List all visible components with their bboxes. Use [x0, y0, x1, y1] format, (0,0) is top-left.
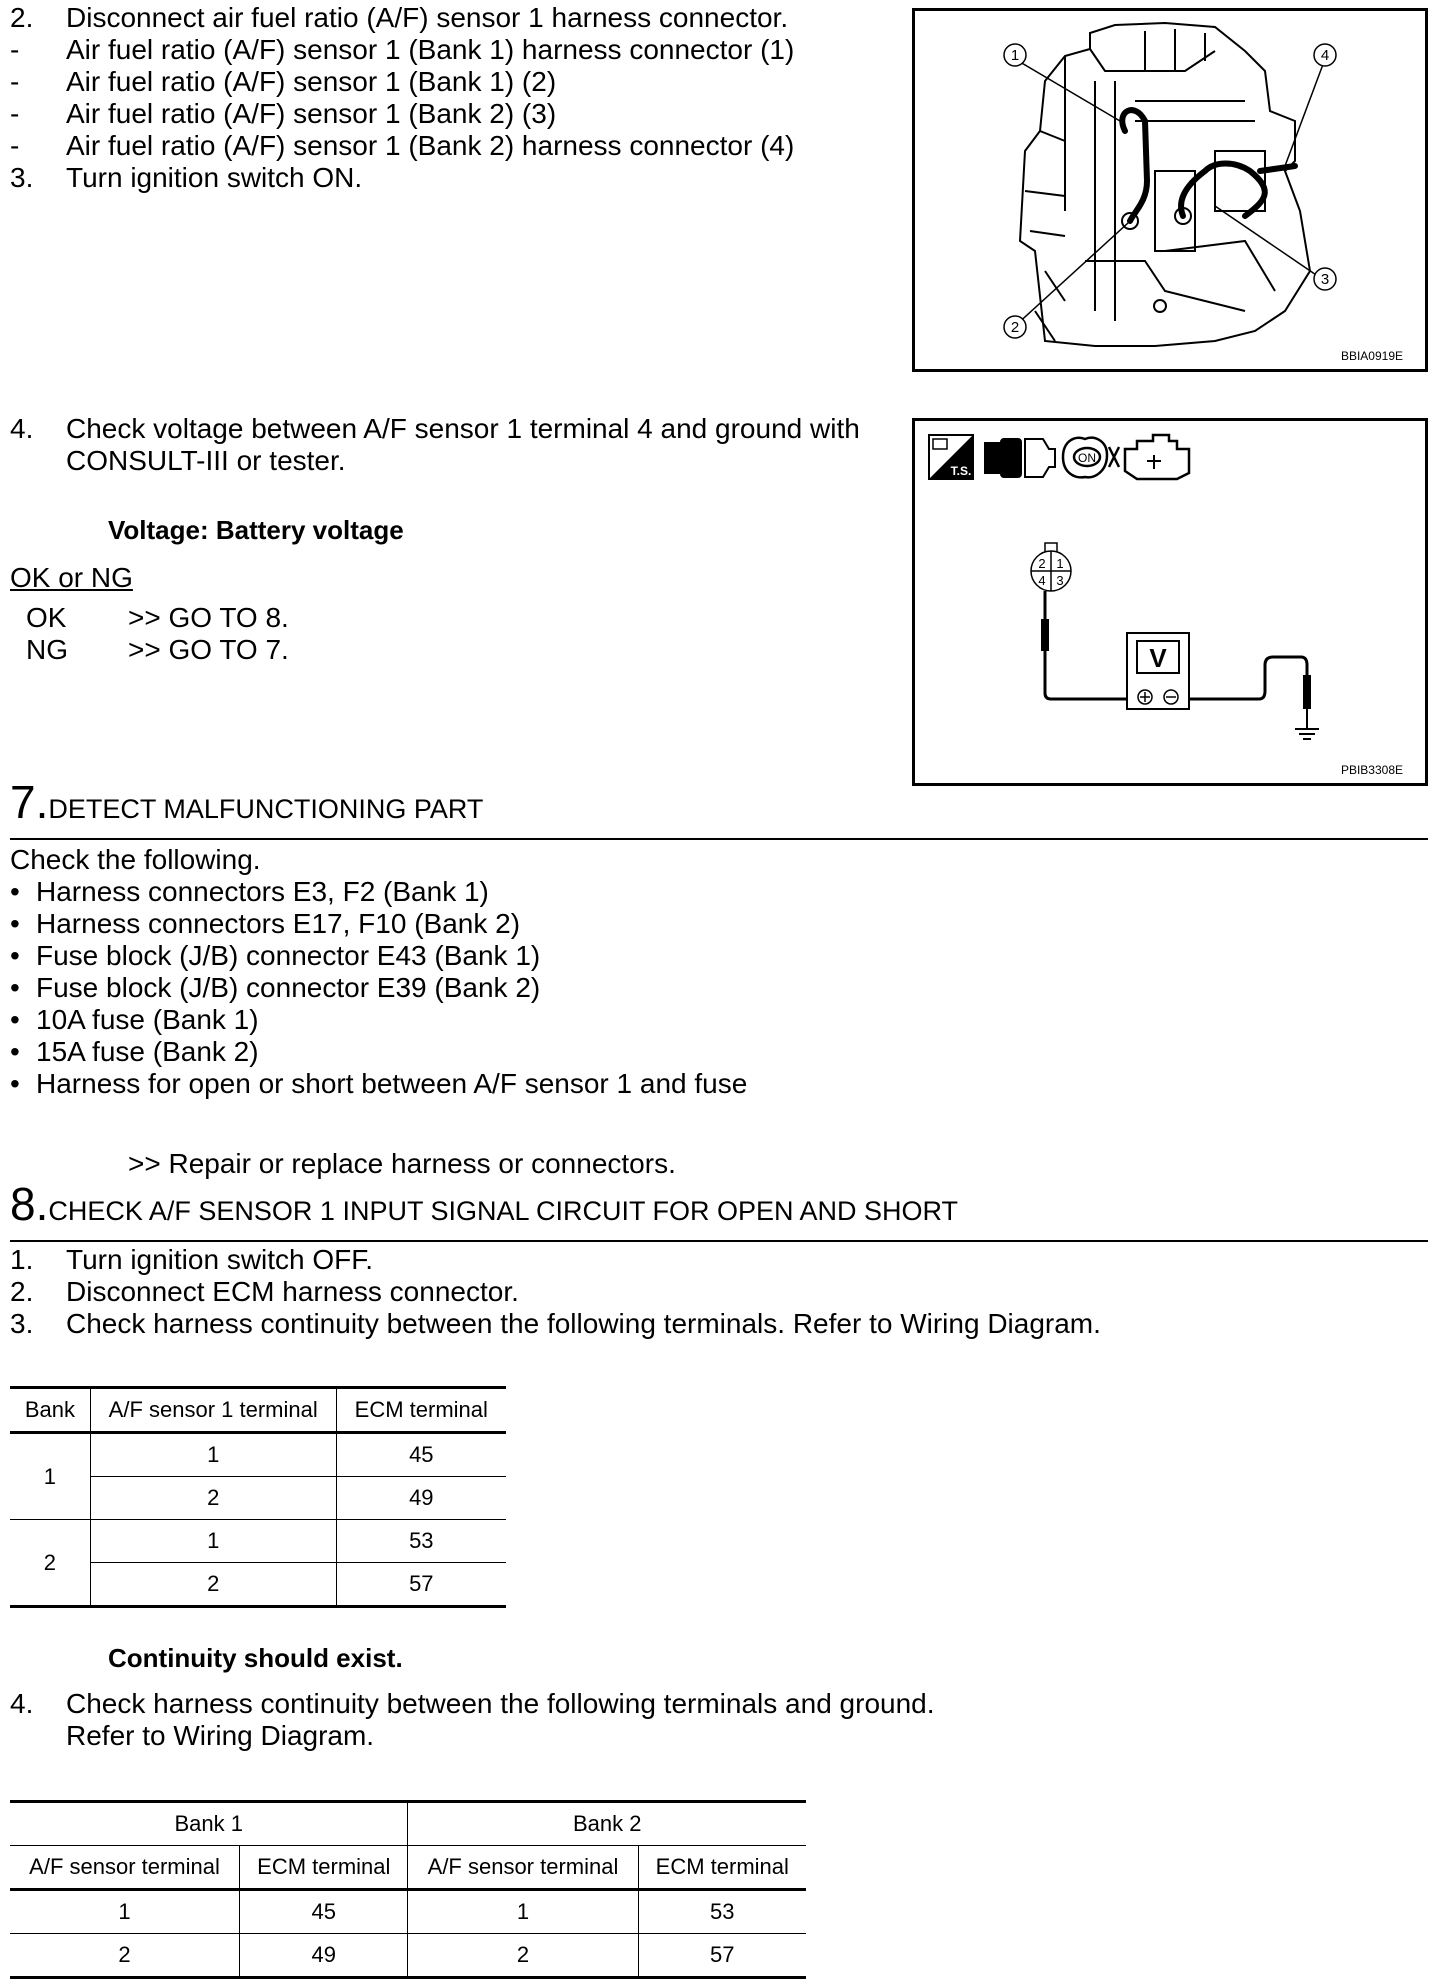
list-item: • 10A fuse (Bank 1)	[10, 1004, 259, 1035]
sensor-connector-face	[1031, 543, 1071, 591]
af-terminal-cell: 1	[90, 1520, 336, 1563]
step-7-heading: 7.DETECT MALFUNCTIONING PART	[10, 776, 484, 828]
figure-id: BBIA0919E	[1340, 349, 1403, 363]
svg-text:ON: ON	[1078, 451, 1096, 465]
step-subline: - Air fuel ratio (A/F) sensor 1 (Bank 2) (3)	[10, 98, 557, 129]
table-group-header: Bank 1	[10, 1802, 408, 1846]
probe-positive	[1041, 619, 1049, 651]
table-header: ECM terminal	[354, 1397, 488, 1422]
engine-icon	[1125, 435, 1189, 479]
table-cell: 49	[240, 1934, 408, 1978]
bank-cell: 2	[10, 1520, 90, 1607]
table-row	[10, 1520, 506, 1563]
af-terminal-cell: 1	[90, 1433, 336, 1477]
step-line: 1. Turn ignition switch OFF.	[10, 1244, 374, 1275]
spec-voltage: Voltage: Battery voltage	[108, 515, 404, 545]
ok-label: OK	[26, 602, 67, 633]
callout-label: 4	[1320, 47, 1330, 64]
table-header: ECM terminal	[240, 1846, 408, 1890]
table-cell: 57	[710, 1942, 735, 1967]
ignition-on-icon	[1063, 438, 1119, 478]
table-header: Bank	[10, 1388, 90, 1433]
voltmeter-icon	[1127, 633, 1189, 709]
spec-continuity: Continuity should exist.	[108, 1643, 403, 1673]
pin-label: 3	[1056, 573, 1064, 588]
svg-text:T.S.: T.S.	[950, 464, 972, 478]
step-subline: - Air fuel ratio (A/F) sensor 1 (Bank 1) (2)	[10, 66, 557, 97]
pin-label: 1	[1056, 556, 1064, 571]
table-group-header: Bank 2	[572, 1811, 642, 1836]
list-item: • Harness for open or short between A/F sensor 1 and fuse	[10, 1068, 748, 1099]
step-line: 2. Disconnect air fuel ratio (A/F) sensor 1 harness connector.	[10, 2, 789, 33]
continuity-table-1	[10, 1386, 506, 1608]
pin-label: 2	[1038, 556, 1046, 571]
figure-id: PBIB3308E	[1340, 763, 1403, 777]
table-cell: 53	[710, 1899, 735, 1924]
table-cell: 1	[10, 1890, 240, 1934]
pin-label: 4	[1038, 573, 1046, 588]
ecm-terminal-cell: 57	[409, 1571, 434, 1596]
table-cell: 1	[408, 1890, 638, 1934]
ecm-terminal-cell: 49	[409, 1485, 434, 1510]
list-item: • Fuse block (J/B) connector E43 (Bank 1)	[10, 940, 541, 971]
divider	[10, 838, 1428, 840]
continuity-table-2	[10, 1800, 806, 1979]
step-subline: - Air fuel ratio (A/F) sensor 1 (Bank 2) harness connector (4)	[10, 130, 795, 161]
voltage-circuit-diagram	[915, 421, 1425, 783]
ok-ng-heading: OK or NG	[10, 562, 133, 593]
bank-cell: 1	[10, 1433, 90, 1520]
voltage-check-figure	[912, 418, 1428, 786]
table-cell: 2	[408, 1934, 638, 1978]
list-item: • 15A fuse (Bank 2)	[10, 1036, 259, 1067]
table-header: A/F sensor terminal	[408, 1846, 638, 1890]
ecm-terminal-cell: 53	[409, 1528, 434, 1553]
step-line: 2. Disconnect ECM harness connector.	[10, 1276, 519, 1307]
table-row	[10, 1433, 506, 1477]
ok-action: >> GO TO 8.	[128, 602, 289, 633]
tester-icon	[929, 435, 973, 479]
ground-icon	[1295, 709, 1319, 739]
step-line: 4. Check voltage between A/F sensor 1 terminal 4 and ground with	[10, 413, 860, 444]
step-line: 4. Check harness continuity between the following terminals and ground.	[10, 1688, 935, 1719]
step-8-heading: 8.CHECK A/F SENSOR 1 INPUT SIGNAL CIRCUIT FOR OPEN AND SHORT	[10, 1178, 959, 1230]
list-item: • Harness connectors E17, F10 (Bank 2)	[10, 908, 521, 939]
table-cell: 45	[240, 1890, 408, 1934]
ng-action: >> GO TO 7.	[128, 634, 289, 665]
step-7-action: >> Repair or replace harness or connectors.	[128, 1148, 676, 1179]
step-line: 3. Check harness continuity between the following terminals. Refer to Wiring Diagram.	[10, 1308, 1101, 1339]
probe-negative	[1303, 675, 1311, 709]
engine-sensor-location-figure	[912, 8, 1428, 372]
table-row	[10, 1934, 806, 1978]
callout-label: 3	[1320, 271, 1330, 288]
af-terminal-cell: 2	[90, 1477, 336, 1520]
callout-label: 2	[1010, 319, 1020, 336]
table-row	[10, 1890, 806, 1934]
ng-label: NG	[26, 634, 68, 665]
step-line-cont: Refer to Wiring Diagram.	[66, 1720, 375, 1751]
step-7-intro: Check the following.	[10, 844, 261, 875]
table-cell: 2	[10, 1934, 240, 1978]
table-header: A/F sensor 1 terminal	[90, 1388, 336, 1433]
connector-icon	[985, 439, 1055, 477]
svg-text:V: V	[1149, 643, 1167, 673]
engine-illustration	[915, 11, 1425, 369]
divider	[10, 1240, 1428, 1242]
step-line-cont: CONSULT-III or tester.	[66, 445, 346, 476]
step-subline: - Air fuel ratio (A/F) sensor 1 (Bank 1) harness connector (1)	[10, 34, 795, 65]
table-header: A/F sensor terminal	[10, 1846, 240, 1890]
af-terminal-cell: 2	[90, 1563, 336, 1607]
table-header: ECM terminal	[655, 1854, 789, 1879]
step-line: 3. Turn ignition switch ON.	[10, 162, 363, 193]
list-item: • Harness connectors E3, F2 (Bank 1)	[10, 876, 489, 907]
callout-label: 1	[1010, 47, 1020, 64]
ecm-terminal-cell: 45	[409, 1442, 434, 1467]
list-item: • Fuse block (J/B) connector E39 (Bank 2)	[10, 972, 541, 1003]
